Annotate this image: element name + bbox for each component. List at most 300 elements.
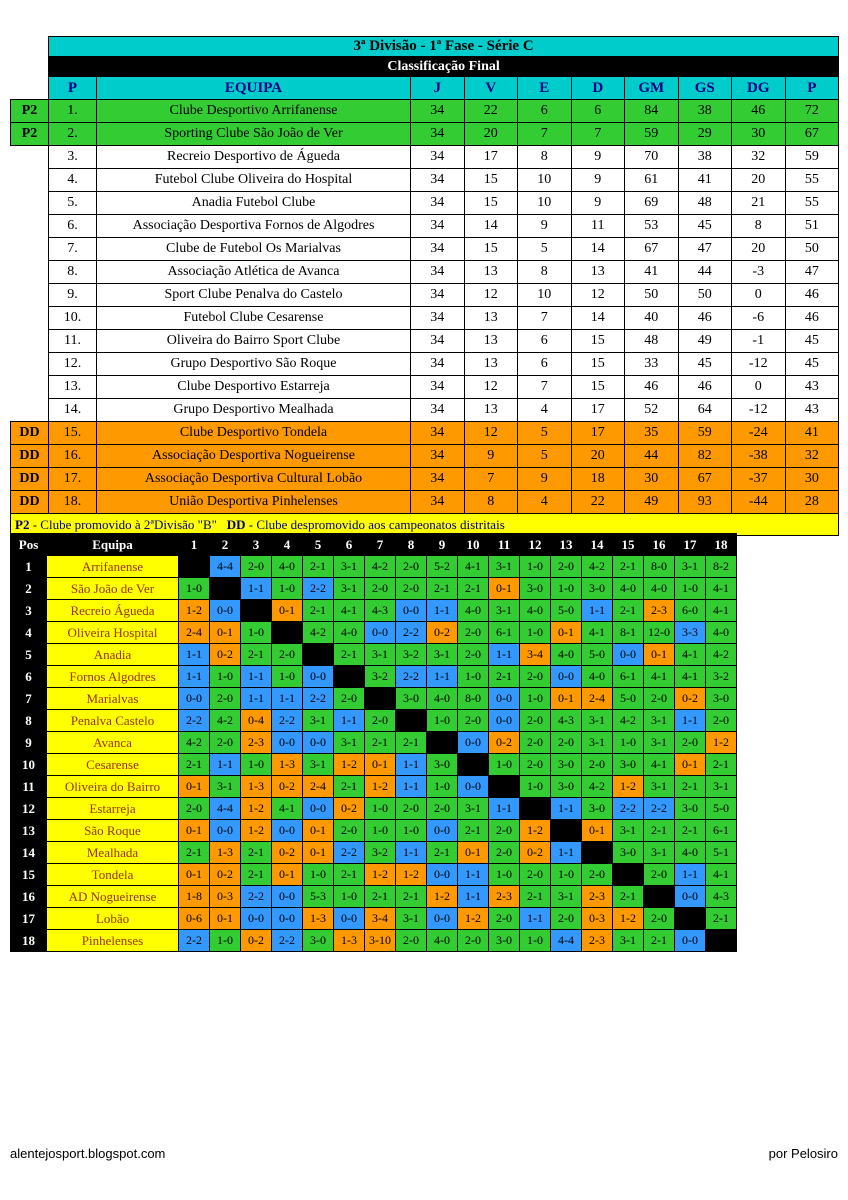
score-cell: 2-0 [489,842,520,864]
grid-col-header-11: 11 [489,534,520,556]
score-cell: 4-0 [644,578,675,600]
stat-cell-dg: -6 [732,307,786,330]
position-cell: 1. [49,100,97,123]
score-cell: 2-4 [582,688,613,710]
classification-row-15 [11,422,839,445]
score-cell: 3-0 [551,776,582,798]
score-cell: 1-0 [613,732,644,754]
score-cell: 2-2 [334,842,365,864]
score-cell: 1-1 [396,776,427,798]
score-cell: 0-1 [179,820,210,842]
team-name-cell: Grupo Desportivo Mealhada [97,399,411,422]
team-name-cell: Recreio Desportivo de Águeda [97,146,411,169]
grid-row-pos: 16 [11,886,47,908]
stat-cell-dg: -12 [732,399,786,422]
tag-spacer [11,353,49,376]
score-cell: 4-0 [458,600,489,622]
team-name-cell: União Desportiva Pinhelenses [97,491,411,514]
score-cell: 1-0 [427,776,458,798]
column-header-1: EQUIPA [97,77,411,100]
diagonal-cell [675,908,706,930]
stat-cell-p: 55 [785,192,839,215]
stat-cell-dg: -44 [732,491,786,514]
score-cell: 2-0 [644,688,675,710]
stat-cell-p: 50 [785,238,839,261]
score-cell: 2-0 [334,820,365,842]
score-cell: 3-0 [551,754,582,776]
tag-spacer [11,307,49,330]
score-cell: 2-1 [396,732,427,754]
score-cell: 2-3 [582,886,613,908]
score-cell: 0-0 [210,600,241,622]
score-cell: 1-3 [241,776,272,798]
score-cell: 4-1 [334,600,365,622]
stat-cell-dg: 32 [732,146,786,169]
score-cell: 2-0 [179,798,210,820]
position-cell: 2. [49,123,97,146]
score-cell: 3-1 [334,578,365,600]
score-cell: 0-2 [489,732,520,754]
score-cell: 0-0 [272,908,303,930]
grid-row-team: São João de Ver [47,578,179,600]
team-name-cell: Oliveira do Bairro Sport Clube [97,330,411,353]
score-cell: 2-1 [458,820,489,842]
score-cell: 1-0 [551,578,582,600]
score-cell: 2-0 [427,798,458,820]
score-cell: 2-1 [675,776,706,798]
stat-cell-e: 7 [518,376,572,399]
score-cell: 3-1 [644,842,675,864]
grid-row-6 [11,666,737,688]
score-cell: 1-1 [241,688,272,710]
score-cell: 2-3 [644,600,675,622]
score-cell: 8-2 [706,556,737,578]
score-cell: 4-1 [582,622,613,644]
stat-cell-gm: 30 [625,468,679,491]
diagonal-cell [489,776,520,798]
team-name-cell: Grupo Desportivo São Roque [97,353,411,376]
score-cell: 1-0 [520,688,551,710]
score-cell: 4-2 [582,776,613,798]
score-cell: 3-0 [303,930,334,952]
score-cell: 2-1 [365,732,396,754]
score-cell: 0-1 [644,644,675,666]
corner-spacer [11,57,49,77]
score-cell: 2-1 [396,886,427,908]
grid-team-header: Equipa [47,534,179,556]
stat-cell-p: 59 [785,146,839,169]
score-cell: 3-1 [303,754,334,776]
grid-row-12 [11,798,737,820]
score-cell: 8-0 [644,556,675,578]
score-cell: 3-1 [613,820,644,842]
score-cell: 4-2 [210,710,241,732]
stat-cell-gm: 35 [625,422,679,445]
score-cell: 0-2 [272,776,303,798]
classification-row-4 [11,169,839,192]
column-header-7: GS [678,77,732,100]
score-cell: 4-1 [706,864,737,886]
score-cell: 1-1 [675,864,706,886]
score-cell: 1-0 [427,710,458,732]
score-cell: 3-4 [365,908,396,930]
score-cell: 1-0 [675,578,706,600]
stat-cell-gs: 47 [678,238,732,261]
score-cell: 3-4 [520,644,551,666]
stat-cell-d: 9 [571,192,625,215]
score-cell: 2-1 [303,600,334,622]
stat-cell-v: 8 [464,491,518,514]
grid-row-team: Lobão [47,908,179,930]
stat-cell-p: 43 [785,376,839,399]
score-cell: 2-0 [334,688,365,710]
score-cell: 3-1 [675,556,706,578]
score-cell: 3-1 [210,776,241,798]
grid-row-pos: 2 [11,578,47,600]
score-cell: 1-0 [365,820,396,842]
score-cell: 1-2 [334,754,365,776]
stat-cell-d: 15 [571,353,625,376]
grid-row-team: Fornos Algodres [47,666,179,688]
stat-cell-j: 34 [411,468,465,491]
score-cell: 1-0 [520,556,551,578]
score-cell: 0-0 [551,666,582,688]
score-cell: 2-2 [179,930,210,952]
stat-cell-dg: -24 [732,422,786,445]
stat-cell-gm: 44 [625,445,679,468]
score-cell: 0-1 [272,864,303,886]
grid-row-pos: 9 [11,732,47,754]
stat-cell-p: 45 [785,353,839,376]
corner-spacer [11,77,49,100]
diagonal-cell [365,688,396,710]
grid-row-14 [11,842,737,864]
score-cell: 1-0 [520,622,551,644]
score-cell: 2-2 [613,798,644,820]
score-cell: 0-0 [458,776,489,798]
score-cell: 2-0 [458,622,489,644]
classification-row-2 [11,123,839,146]
position-cell: 11. [49,330,97,353]
score-cell: 4-3 [365,600,396,622]
diagonal-cell [334,666,365,688]
stat-cell-p: 43 [785,399,839,422]
diagonal-cell [272,622,303,644]
team-name-cell: Sport Clube Penalva do Castelo [97,284,411,307]
classification-row-12 [11,353,839,376]
score-cell: 3-2 [396,644,427,666]
score-cell: 4-1 [706,600,737,622]
grid-col-header-9: 9 [427,534,458,556]
tag-p2: P2 [11,123,49,146]
stat-cell-v: 15 [464,192,518,215]
score-cell: 0-2 [427,622,458,644]
stat-cell-p: 32 [785,445,839,468]
score-cell: 0-1 [303,820,334,842]
score-cell: 3-2 [365,666,396,688]
score-cell: 0-2 [272,842,303,864]
stat-cell-v: 7 [464,468,518,491]
score-cell: 2-1 [613,556,644,578]
score-cell: 3-10 [365,930,396,952]
grid-row-pos: 8 [11,710,47,732]
score-cell: 0-2 [520,842,551,864]
classification-row-11 [11,330,839,353]
score-cell: 1-1 [582,600,613,622]
score-cell: 0-0 [613,644,644,666]
stat-cell-v: 12 [464,376,518,399]
score-cell: 4-0 [427,930,458,952]
position-cell: 13. [49,376,97,399]
score-cell: 2-0 [489,820,520,842]
score-cell: 1-0 [210,930,241,952]
score-cell: 1-0 [396,820,427,842]
team-name-cell: Clube de Futebol Os Marialvas [97,238,411,261]
grid-row-pos: 4 [11,622,47,644]
score-cell: 3-2 [706,666,737,688]
stat-cell-v: 15 [464,169,518,192]
grid-col-header-8: 8 [396,534,427,556]
stat-cell-gm: 49 [625,491,679,514]
stat-cell-gm: 40 [625,307,679,330]
grid-row-team: Arrifanense [47,556,179,578]
diagonal-cell [582,842,613,864]
tag-spacer [11,376,49,399]
diagonal-cell [644,886,675,908]
score-cell: 0-2 [675,688,706,710]
stat-cell-dg: 21 [732,192,786,215]
score-cell: 3-0 [427,754,458,776]
team-name-cell: Futebol Clube Cesarense [97,307,411,330]
score-cell: 2-1 [334,776,365,798]
stat-cell-v: 14 [464,215,518,238]
classification-row-8 [11,261,839,284]
score-cell: 1-1 [272,688,303,710]
score-cell: 1-2 [365,864,396,886]
position-cell: 18. [49,491,97,514]
score-cell: 5-2 [427,556,458,578]
stat-cell-v: 15 [464,238,518,261]
grid-row-pos: 17 [11,908,47,930]
team-name-cell: Associação Desportiva Fornos de Algodres [97,215,411,238]
score-cell: 0-1 [210,622,241,644]
score-cell: 0-0 [489,688,520,710]
stat-cell-gs: 49 [678,330,732,353]
stat-cell-j: 34 [411,100,465,123]
tag-spacer [11,146,49,169]
stat-cell-j: 34 [411,307,465,330]
score-cell: 1-2 [458,908,489,930]
stat-cell-dg: 20 [732,238,786,261]
score-cell: 0-1 [551,688,582,710]
score-cell: 0-0 [458,732,489,754]
stat-cell-v: 9 [464,445,518,468]
stat-cell-e: 5 [518,422,572,445]
grid-row-team: Cesarense [47,754,179,776]
team-name-cell: Associação Desportiva Nogueirense [97,445,411,468]
stat-cell-j: 34 [411,376,465,399]
grid-row-7 [11,688,737,710]
score-cell: 2-0 [520,864,551,886]
grid-row-18 [11,930,737,952]
score-cell: 2-0 [489,908,520,930]
score-cell: 3-0 [706,688,737,710]
stat-cell-gm: 67 [625,238,679,261]
score-cell: 2-0 [458,644,489,666]
score-cell: 0-1 [582,820,613,842]
stat-cell-gm: 41 [625,261,679,284]
score-cell: 1-1 [489,798,520,820]
score-cell: 2-3 [241,732,272,754]
grid-row-pos: 7 [11,688,47,710]
stat-cell-gs: 59 [678,422,732,445]
team-name-cell: Associação Desportiva Cultural Lobão [97,468,411,491]
stat-cell-e: 10 [518,284,572,307]
score-cell: 4-1 [706,578,737,600]
stat-cell-gm: 46 [625,376,679,399]
score-cell: 1-0 [489,754,520,776]
grid-row-team: Penalva Castelo [47,710,179,732]
score-cell: 2-2 [272,710,303,732]
grid-col-header-17: 17 [675,534,706,556]
score-cell: 2-1 [613,886,644,908]
stat-cell-p: 28 [785,491,839,514]
score-cell: 2-3 [489,886,520,908]
score-cell: 2-0 [520,666,551,688]
corner-spacer [11,37,49,57]
score-cell: 3-1 [427,644,458,666]
score-cell: 3-1 [582,732,613,754]
score-cell: 2-2 [179,710,210,732]
stat-cell-gs: 46 [678,376,732,399]
column-header-9: P [785,77,839,100]
score-cell: 0-1 [675,754,706,776]
grid-col-header-13: 13 [551,534,582,556]
score-cell: 4-1 [272,798,303,820]
classification-row-6 [11,215,839,238]
stat-cell-gs: 48 [678,192,732,215]
classification-row-10 [11,307,839,330]
score-cell: 1-2 [241,820,272,842]
stat-cell-gm: 59 [625,123,679,146]
grid-col-header-18: 18 [706,534,737,556]
grid-row-pos: 10 [11,754,47,776]
column-header-2: J [411,77,465,100]
score-cell: 2-0 [520,754,551,776]
score-cell: 1-2 [613,776,644,798]
score-cell: 2-0 [706,710,737,732]
classification-header-row [11,77,839,100]
score-cell: 0-0 [396,600,427,622]
classification-row-9 [11,284,839,307]
score-cell: 1-0 [520,776,551,798]
grid-row-15 [11,864,737,886]
stat-cell-d: 7 [571,123,625,146]
stat-cell-e: 8 [518,146,572,169]
diagonal-cell [241,600,272,622]
classification-row-1 [11,100,839,123]
score-cell: 0-2 [210,864,241,886]
stat-cell-e: 4 [518,491,572,514]
stat-cell-j: 34 [411,215,465,238]
stat-cell-v: 22 [464,100,518,123]
score-cell: 2-0 [582,754,613,776]
grid-col-header-7: 7 [365,534,396,556]
stat-cell-p: 46 [785,284,839,307]
score-cell: 2-0 [582,864,613,886]
score-cell: 3-1 [303,710,334,732]
score-cell: 0-4 [241,710,272,732]
stat-cell-gm: 50 [625,284,679,307]
stat-cell-p: 30 [785,468,839,491]
score-cell: 0-0 [179,688,210,710]
score-cell: 2-0 [272,644,303,666]
score-cell: 1-2 [706,732,737,754]
score-cell: 2-0 [675,732,706,754]
score-cell: 1-2 [396,864,427,886]
score-cell: 0-0 [303,666,334,688]
score-cell: 4-1 [458,556,489,578]
stat-cell-e: 5 [518,238,572,261]
score-cell: 0-0 [427,820,458,842]
stat-cell-p: 46 [785,307,839,330]
position-cell: 4. [49,169,97,192]
stat-cell-j: 34 [411,353,465,376]
score-cell: 1-2 [613,908,644,930]
score-cell: 2-0 [365,578,396,600]
score-cell: 2-1 [644,820,675,842]
grid-row-pos: 1 [11,556,47,578]
score-cell: 1-1 [458,886,489,908]
score-cell: 2-1 [334,864,365,886]
score-cell: 4-0 [427,688,458,710]
grid-row-2 [11,578,737,600]
score-cell: 2-1 [489,666,520,688]
score-cell: 0-0 [210,820,241,842]
stat-cell-gs: 67 [678,468,732,491]
stat-cell-gs: 46 [678,307,732,330]
score-cell: 1-1 [551,842,582,864]
grid-row-team: Estarreja [47,798,179,820]
stat-cell-gs: 44 [678,261,732,284]
grid-row-pos: 13 [11,820,47,842]
stat-cell-v: 12 [464,284,518,307]
diagonal-cell [427,732,458,754]
score-cell: 0-1 [551,622,582,644]
stat-cell-e: 8 [518,261,572,284]
grid-row-team: Oliveira Hospital [47,622,179,644]
grid-pos-header: Pos [11,534,47,556]
score-cell: 0-2 [210,644,241,666]
score-cell: 2-3 [582,930,613,952]
results-grid-table [10,533,737,952]
stat-cell-d: 15 [571,330,625,353]
stat-cell-v: 13 [464,353,518,376]
score-cell: 4-4 [551,930,582,952]
score-cell: 2-0 [644,908,675,930]
score-cell: 4-2 [365,556,396,578]
stat-cell-gm: 48 [625,330,679,353]
grid-row-8 [11,710,737,732]
position-cell: 5. [49,192,97,215]
tag-spacer [11,330,49,353]
score-cell: 3-1 [334,732,365,754]
grid-row-4 [11,622,737,644]
score-cell: 2-2 [272,930,303,952]
column-header-6: GM [625,77,679,100]
score-cell: 3-0 [675,798,706,820]
grid-col-header-5: 5 [303,534,334,556]
